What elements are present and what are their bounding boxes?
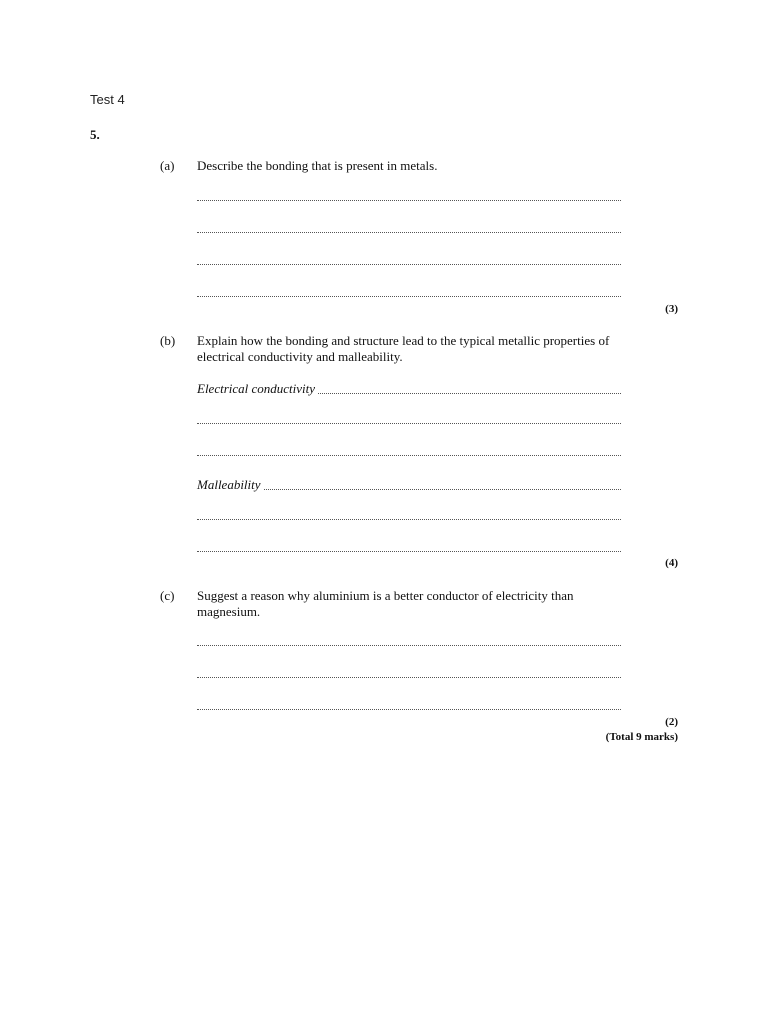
part-b-label: (b) xyxy=(160,333,176,348)
answer-line[interactable] xyxy=(318,393,621,394)
answer-line[interactable] xyxy=(197,232,621,233)
malleability-answer[interactable] xyxy=(197,477,621,493)
answer-line[interactable] xyxy=(197,423,621,424)
answer-line[interactable] xyxy=(197,645,621,646)
part-c-question: Suggest a reason why aluminium is a better conductor of electricity than magnesium. xyxy=(197,588,574,619)
malleability-label: Malleability xyxy=(197,477,261,492)
page-title: Test 4 xyxy=(90,92,125,107)
question-number: 5. xyxy=(90,127,100,142)
answer-line[interactable] xyxy=(197,455,621,456)
part-b-question: Explain how the bonding and structure lead to the typical metallic properties of electrical conductivity and malleability. xyxy=(197,333,610,364)
answer-line[interactable] xyxy=(264,489,621,490)
part-c-label: (c) xyxy=(160,588,175,603)
answer-line[interactable] xyxy=(197,677,621,678)
answer-line[interactable] xyxy=(197,296,621,297)
part-a-marks: (3) xyxy=(665,303,678,315)
total-marks: (Total 9 marks) xyxy=(605,731,678,743)
answer-line[interactable] xyxy=(197,709,621,710)
electrical-conductivity-answer[interactable] xyxy=(197,381,621,397)
part-a-label: (a) xyxy=(160,158,175,173)
answer-line[interactable] xyxy=(197,264,621,265)
answer-line[interactable] xyxy=(197,519,621,520)
electrical-conductivity-label: Electrical conductivity xyxy=(197,381,316,396)
part-a-question: Describe the bonding that is present in metals. xyxy=(197,158,438,173)
part-b-marks: (4) xyxy=(665,557,678,569)
answer-line[interactable] xyxy=(197,551,621,552)
answer-line[interactable] xyxy=(197,200,621,201)
part-c-marks: (2) xyxy=(665,716,678,728)
